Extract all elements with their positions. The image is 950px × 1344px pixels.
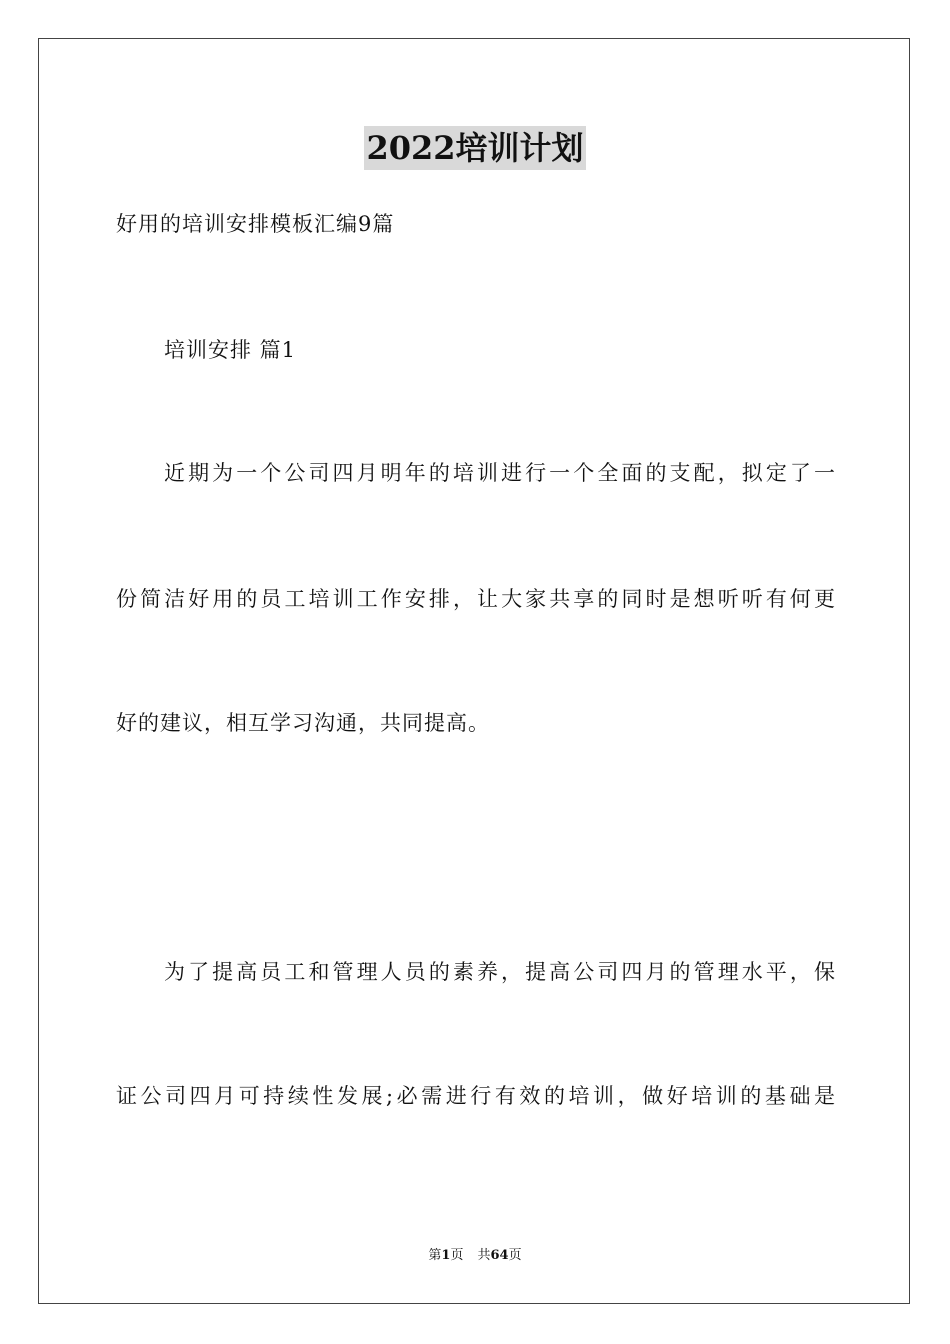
footer-total-prefix: 共 — [477, 1248, 491, 1263]
paragraph-1-line-2: 份简洁好用的员工培训工作安排，让大家共享的同时是想听听有何更 — [116, 587, 836, 611]
title-container — [0, 126, 950, 170]
document-subtitle: 好用的培训安排模板汇编9篇 — [116, 212, 395, 236]
paragraph-1-line-1: 近期为一个公司四月明年的培训进行一个全面的支配，拟定了一 — [164, 461, 836, 485]
paragraph-2-line-1: 为了提高员工和管理人员的素养，提高公司四月的管理水平，保 — [164, 960, 836, 984]
footer-total-pages: 64 — [490, 1248, 509, 1263]
section-heading: 培训安排 篇1 — [164, 338, 297, 362]
paragraph-1-line-3: 好的建议，相互学习沟通，共同提高。 — [116, 711, 490, 735]
paragraph-2-line-2: 证公司四月可持续性发展;必需进行有效的培训，做好培训的基础是 — [116, 1084, 836, 1108]
document-title: 2022培训计划 — [364, 126, 585, 170]
footer-page-number: 1 — [441, 1248, 451, 1263]
page-footer — [0, 1246, 950, 1266]
footer-page-prefix: 第 — [428, 1248, 442, 1263]
footer-page-suffix: 页 — [450, 1248, 464, 1263]
footer-total-suffix: 页 — [508, 1248, 522, 1263]
